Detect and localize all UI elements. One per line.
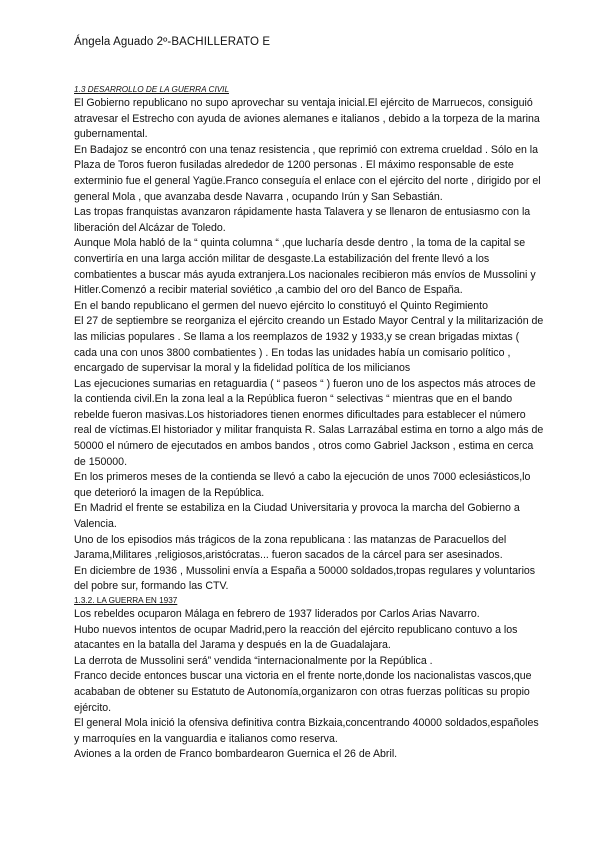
paragraph: Las ejecuciones sumarias en retaguardia ( “ paseos “ ) fueron uno de los aspectos más atroces de la contienda civil.En la zona leal a la República fueron “ selectivas “ mientras que en el bando rebelde fueron masivas.Los historiadores tienen enormes dificultades para establecer el número real de víctimas.El historiador y militar franquista R. Salas Larrazábal estima en torno a algo más de 50000 el número de ejecutados en ambos bandos , otros como Gabriel Jackson , estima en cerca de 150000. (74, 377, 544, 468)
paragraph: En diciembre de 1936 , Mussolini envía a España a 50000 soldados,tropas regulares y voluntarios del pobre sur, formando las CTV. (74, 564, 536, 593)
paragraph: Los rebeldes ocuparon Málaga en febrero de 1937 liderados por Carlos Arias Navarro. (74, 608, 480, 620)
paragraph: En Badajoz se encontró con una tenaz resistencia , que reprimió con extrema crueldad . Sólo en la Plaza de Toros fueron fusiladas alrededor de 1200 personas . El máximo responsable de este exterminio fue el general Yagüe.Franco conseguía el enlace con el ejército del norte , dirigido por el general Mola , que avanzaba desde Navarra , ocupando Irún y San Sebastián. (74, 143, 541, 203)
paragraph: Aunque Mola habló de la “ quinta columna “ ,que lucharía desde dentro , la toma de la capital se convertiría en una larga acción militar de desgaste.La estabilización del frente llevó a los combatientes a buscar más ayuda extranjera.Los nacionales recibieron más envíos de Mussolini y Hitler.Comenzó a recibir material soviético ,a cambio del oro del Banco de España. (74, 237, 536, 297)
paragraph: El Gobierno republicano no supo aprovechar su ventaja inicial.El ejército de Marruecos, consiguió atravesar el Estrecho con ayuda de aviones alemanes e italianos , debido a la torpeza de la marina gubernamental. (74, 97, 540, 141)
paragraph: Hubo nuevos intentos de ocupar Madrid,pero la reacción del ejército republicano contuvo a los atacantes en la batalla del Jarama y después en la de Guadalajara. (74, 623, 518, 652)
section-title-desarrollo: 1.3 DESARROLLO DE LA GUERRA CIVIL (74, 85, 230, 94)
paragraph: En Madrid el frente se estabiliza en la Ciudad Universitaria y provoca la marcha del Gobierno a Valencia. (74, 502, 520, 531)
paragraph: Franco decide entonces buscar una victoria en el frente norte,donde los nacionalistas vascos,que acababan de obtener su Estatuto de Autonomía,organizaron con otras fuerzas políticas su propio ejército. (74, 670, 532, 714)
paragraph: En el bando republicano el germen del nuevo ejército lo constituyó el Quinto Regimiento (74, 299, 488, 312)
paragraph: Uno de los episodios más trágicos de la zona republicana : las matanzas de Paracuellos del Jarama,Militares ,religiosos,aristócratas... fueron sacados de la cárcel para ser asesinados. (74, 533, 507, 562)
paragraph: El general Mola inició la ofensiva definitiva contra Bizkaia,concentrando 40000 soldados,españoles y marroquíes en la vanguardia e italianos como reserva. (74, 717, 539, 745)
paragraph: La derrota de Mussolini será” vendida “internacionalmente por la República . (74, 654, 433, 667)
paragraph: El 27 de septiembre se reorganiza el ejército creando un Estado Mayor Central y la militarización de las milicias populares . Se llama a los reemplazos de 1932 y 1933,y se crean brigadas mixtas ( cada una con unos 3800 combatientes ) . En todas las unidades había un comisario político , encargado de supervisar la moral y la fidelidad política de los milicianos (74, 315, 544, 375)
paragraph: Las tropas franquistas avanzaron rápidamente hasta Talavera y se llenaron de entusiasmo con la liberación del Alcázar de Toledo. (74, 206, 531, 234)
paragraph: Aviones a la orden de Franco bombardearon Guernica el 26 de Abril. (74, 748, 398, 761)
paragraph: En los primeros meses de la contienda se llevó a cabo la ejecución de unos 7000 eclesiásticos,lo que deterioró la imagen de la República. (74, 471, 531, 499)
document-header: Ángela Aguado 2º-BACHILLERATO E (74, 36, 271, 48)
document-body (74, 84, 544, 763)
section-title-guerra-1937: 1.3.2. LA GUERRA EN 1937 (74, 596, 178, 605)
